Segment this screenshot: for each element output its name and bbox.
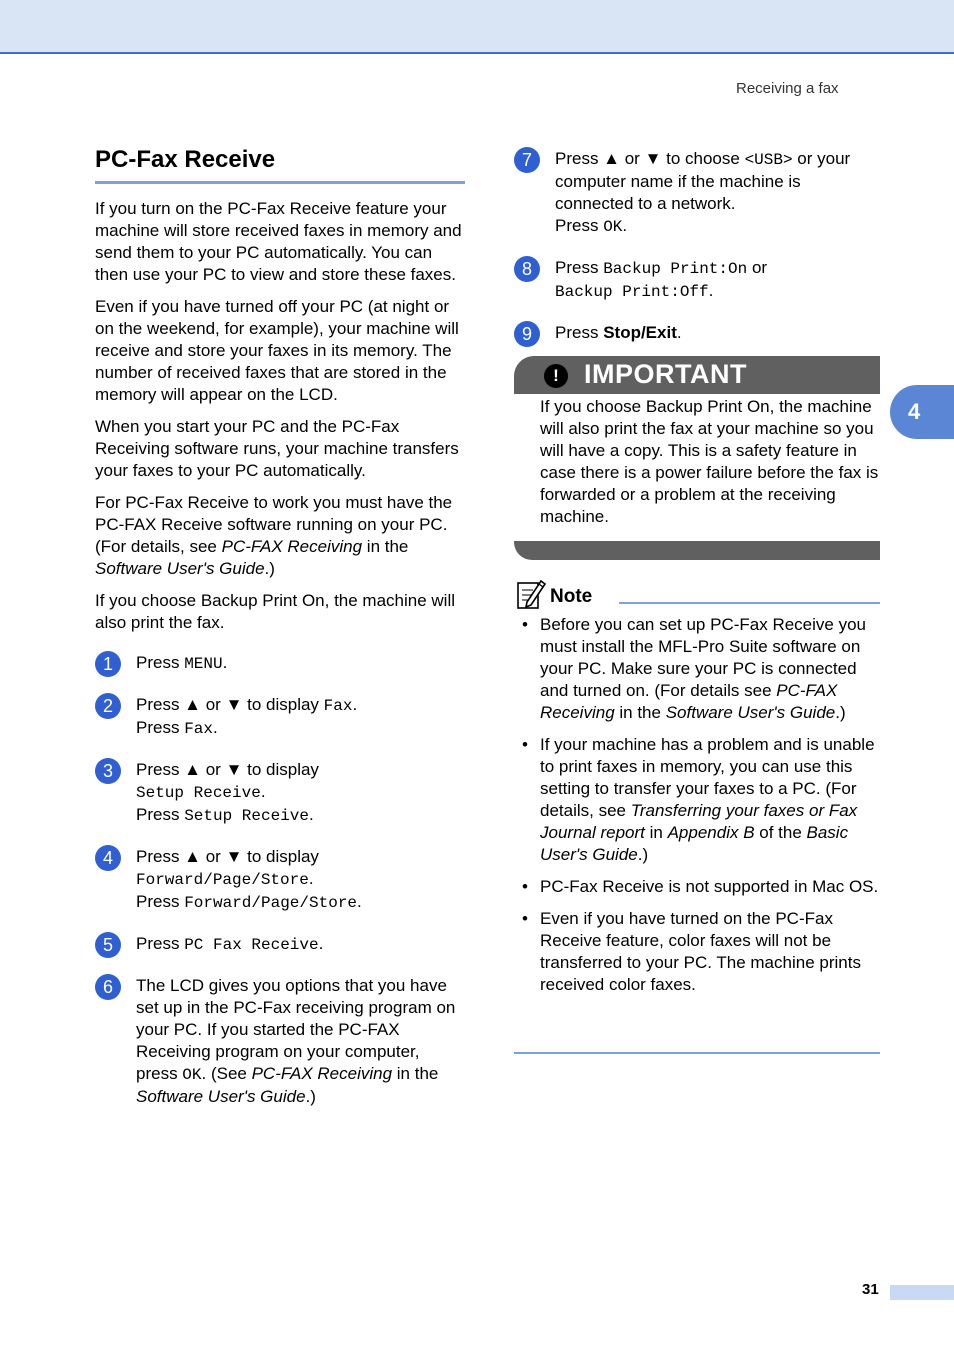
intro-paragraph-1: If you turn on the PC-Fax Receive feature your machine will store received faxes in memory and send them to your PC automatically. You can then use your PC to view and store these faxes. <box>95 199 462 284</box>
step-number-badge: 2 <box>95 693 121 719</box>
note-item-3: • PC-Fax Receive is not supported in Mac OS. <box>522 877 879 896</box>
note-header <box>514 578 880 612</box>
step-9: 9 Press Stop/Exit. <box>514 322 880 344</box>
bullet: • <box>522 615 528 634</box>
note-item-2: • If your machine has a problem and is unable to print faxes in memory, you can use this setting to transfer your faxes to a PC. (For details, see Transferring your faxes or Fax Journal report in Appendix B of the Basic User's Guide.) <box>522 735 875 864</box>
intro-paragraph-5: If you choose Backup Print On, the machine will also print the fax. <box>95 591 456 632</box>
page-number: 31 <box>862 1281 879 1298</box>
note-list <box>514 614 880 996</box>
step-number-badge: 6 <box>95 974 121 1000</box>
page-number-bar <box>890 1285 954 1300</box>
step-number-badge: 8 <box>514 256 540 282</box>
step-number-badge: 7 <box>514 147 540 173</box>
left-column <box>95 140 465 1108</box>
intro-paragraph-2: Even if you have turned off your PC (at night or on the weekend, for example), your machine will receive and store your faxes in its memory. The number of received faxes that are stored in the memory will appear on the LCD. <box>95 297 459 404</box>
important-footer-bar <box>514 541 880 560</box>
section-title: PC-Fax Receive <box>95 140 465 184</box>
bullet: • <box>522 877 528 896</box>
step-4: 4 Press ▲ or ▼ to display Forward/Page/Store. Press Forward/Page/Store. <box>95 846 465 914</box>
step-number-badge: 4 <box>95 845 121 871</box>
step-6: 6 The LCD gives you options that you have set up in the PC-Fax receiving program on your PC. If you started the PC-FAX Receiving program on your computer, press OK. (See PC-FAX Receiving in the Software User's Guide.) <box>95 975 465 1108</box>
step-number-badge: 1 <box>95 651 121 677</box>
step-7: 7 Press ▲ or ▼ to choose <USB> or your computer name if the machine is connected to a network. Press OK. <box>514 148 880 238</box>
exclamation-icon: ! <box>544 364 568 388</box>
menu-key: MENU <box>184 655 223 673</box>
note-item-4: • Even if you have turned on the PC-Fax Receive feature, color faxes will not be transferred to your PC. The machine prints received color faxes. <box>522 909 861 994</box>
note-title: Note <box>550 586 593 607</box>
bullet: • <box>522 735 528 754</box>
note-bottom-rule <box>514 1052 880 1054</box>
step-2: 2 Press ▲ or ▼ to display Fax. Press Fax. <box>95 694 465 740</box>
step-number-badge: 9 <box>514 321 540 347</box>
running-title: Receiving a fax <box>736 80 839 97</box>
important-title: IMPORTANT <box>584 359 747 389</box>
intro-paragraph-3: When you start your PC and the PC-Fax Receiving software runs, your machine transfers your faxes to your PC automatically. <box>95 417 459 480</box>
important-box <box>514 356 880 560</box>
bullet: • <box>522 909 528 928</box>
step-1: 1 Press MENU. <box>95 652 465 675</box>
important-text: If you choose Backup Print On, the machine will also print the fax at your machine so you will have a copy. This is a safety feature in case there is a power failure before the fax is forwarded or a problem at the receiving machine. <box>540 397 879 526</box>
note-item-1: • Before you can set up PC-Fax Receive you must install the MFL-Pro Suite software on your PC. Make sure your PC is connected and turned on. (For details see PC-FAX Receiving in the Software User's Guide.) <box>522 615 866 722</box>
note-divider <box>619 602 880 604</box>
note-pencil-icon <box>516 578 546 610</box>
important-header <box>514 356 880 394</box>
intro-paragraph-4: For PC-Fax Receive to work you must have the PC-FAX Receive software running on your PC. (For details, see PC-FAX Receiving in the Software User's Guide.) <box>95 493 453 578</box>
header-band <box>0 0 954 54</box>
chapter-tab: 4 <box>890 385 954 439</box>
step-3: 3 Press ▲ or ▼ to display Setup Receive. Press Setup Receive. <box>95 759 465 827</box>
step-number-badge: 3 <box>95 758 121 784</box>
step-5: 5 Press PC Fax Receive. <box>95 933 465 956</box>
step-number-badge: 5 <box>95 932 121 958</box>
right-column <box>514 140 880 994</box>
step-8: 8 Press Backup Print:On or Backup Print:Off. <box>514 257 880 303</box>
